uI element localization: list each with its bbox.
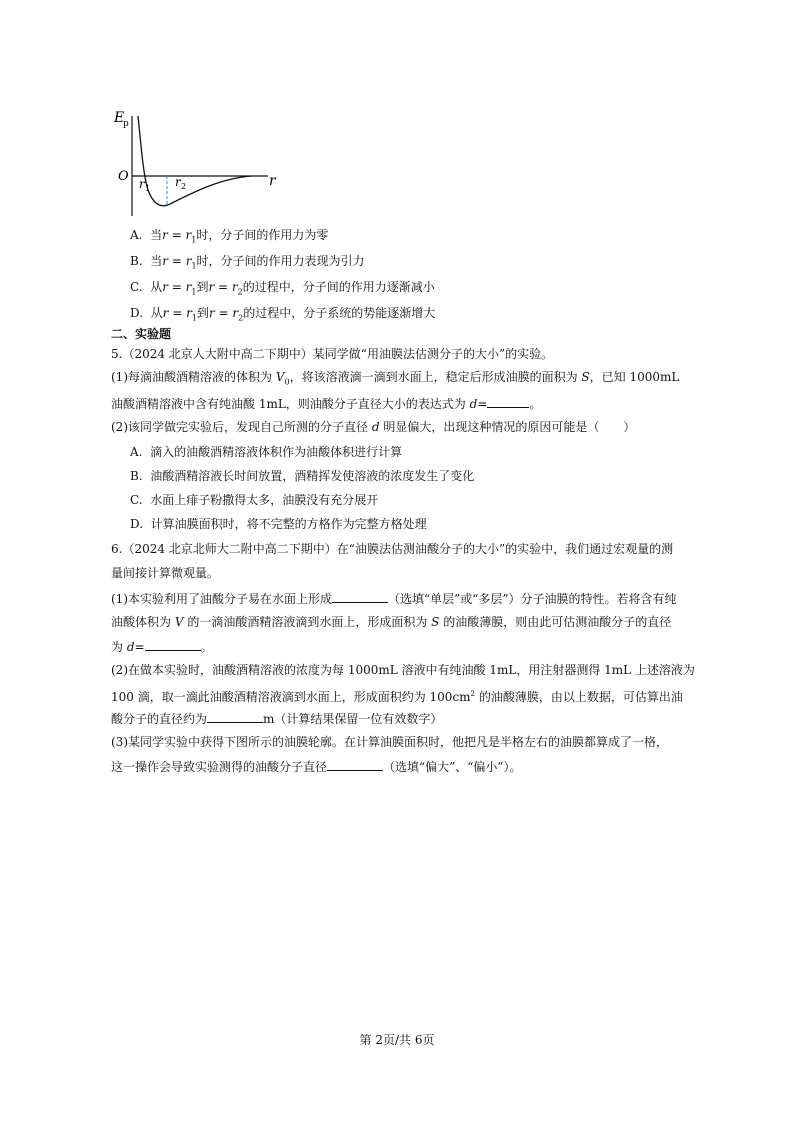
r1-label: r — [139, 177, 145, 191]
q5-option-a[interactable]: A. 滴入的油酸酒精溶液体积作为油酸体积进行计算 — [130, 445, 403, 459]
section-title: 二、实验题 — [111, 327, 172, 341]
q4-option-a[interactable]: A. 当$r = r_1$时，分子间的作用力为零 — [130, 228, 329, 245]
q6-answer-blank-2[interactable] — [145, 638, 201, 651]
q6-heading-line1: 6.（2024 北京北师大二附中高二下期中）在“油膜法估测油酸分子的大小”的实验中，我们通过宏观量的测 — [111, 542, 674, 556]
page-footer: 第 2页/共 6页 — [359, 1033, 435, 1047]
q5-part1-line2: 油酸酒精溶液中含有纯油酸 1mL，则油酸分子直径大小的表达式为 d= 。 — [111, 397, 542, 411]
potential-energy-graph — [110, 104, 290, 222]
q5-option-d[interactable]: D. 计算油膜面积时，将不完整的方格作为完整方格处理 — [130, 517, 427, 531]
r2-label-sub: 2 — [181, 182, 187, 191]
graph-y-label: E — [114, 110, 125, 126]
graph-x-label: r — [269, 173, 276, 189]
q4-option-b[interactable]: B. 当$r = r_1$时，分子间的作用力表现为引力 — [130, 254, 365, 271]
graph-y-label-sub: p — [123, 119, 129, 129]
potential-curve — [138, 116, 252, 206]
q6-answer-blank-3[interactable] — [207, 710, 263, 723]
q6-part2-line2: 100 滴，取一滴此油酸酒精溶液滴到水面上，形成面积约为 $100cm^2$ 的油酸薄膜，由以上数据，可估算出油 — [111, 690, 683, 704]
q6-answer-blank-4[interactable] — [327, 758, 383, 771]
graph-origin-label: O — [118, 169, 129, 184]
r1-label-sub: 1 — [145, 184, 151, 193]
q6-part3-line1: (3)某同学实验中获得下图所示的油膜轮廓。在计算油膜面积时，他把凡是半格左右的油膜都算成了一格， — [111, 735, 669, 749]
q6-part2-line1: (2)在做本实验时，油酸酒精溶液的浓度为每 1000mL 溶液中有纯油酸 1mL，用注射器测得 1mL 上述溶液为 — [111, 663, 695, 677]
q5-part2: (2)该同学做完实验后，发现自己所测的分子直径 d 明显偏大，出现这种情况的原因可能是（ ） — [111, 420, 636, 434]
q5-option-b[interactable]: B. 油酸酒精溶液长时间放置，酒精挥发使溶液的浓度发生了变化 — [130, 469, 475, 483]
q6-heading-line2: 量间接计算微观量。 — [111, 566, 220, 580]
q4-option-d[interactable]: D. 从$r = r_1$到$r = r_2$的过程中，分子系统的势能逐渐增大 — [130, 306, 436, 323]
q6-part1-line3: 为 d= 。 — [111, 640, 213, 654]
q5-part1-line1: (1)每滴油酸酒精溶液的体积为 $V_0$，将该溶液滴一滴到水面上，稳定后形成油膜的面积为 S，已知 1000mL — [111, 370, 680, 387]
q5-option-c[interactable]: C. 水面上痱子粉撒得太多，油膜没有充分展开 — [130, 493, 379, 507]
q4-option-c[interactable]: C. 从$r = r_1$到$r = r_2$的过程中，分子间的作用力逐渐减小 — [130, 280, 435, 297]
q5-answer-blank-1[interactable] — [487, 395, 529, 408]
r2-label: r — [175, 175, 181, 189]
q6-answer-blank-1[interactable] — [332, 590, 388, 603]
q6-part1-line2: 油酸体积为 V 的一滴油酸酒精溶液滴到水面上，形成面积为 S 的油酸薄膜，则由此可估测油酸分子的直径 — [111, 615, 672, 629]
q6-part3-line2: 这一操作会导致实验测得的油酸分子直径 （选填“偏大”、“偏小”）。 — [111, 760, 522, 774]
q5-heading: 5.（2024 北京人大附中高二下期中）某同学做“用油膜法估测分子的大小”的实验。 — [111, 347, 554, 361]
q6-part1-line1: (1)本实验利用了油酸分子易在水面上形成 （选填“单层”或“多层”）分子油膜的特性。若将含有纯 — [111, 592, 677, 606]
q6-part2-line3: 酸分子的直径约为 m（计算结果保留一位有效数字） — [111, 712, 443, 726]
